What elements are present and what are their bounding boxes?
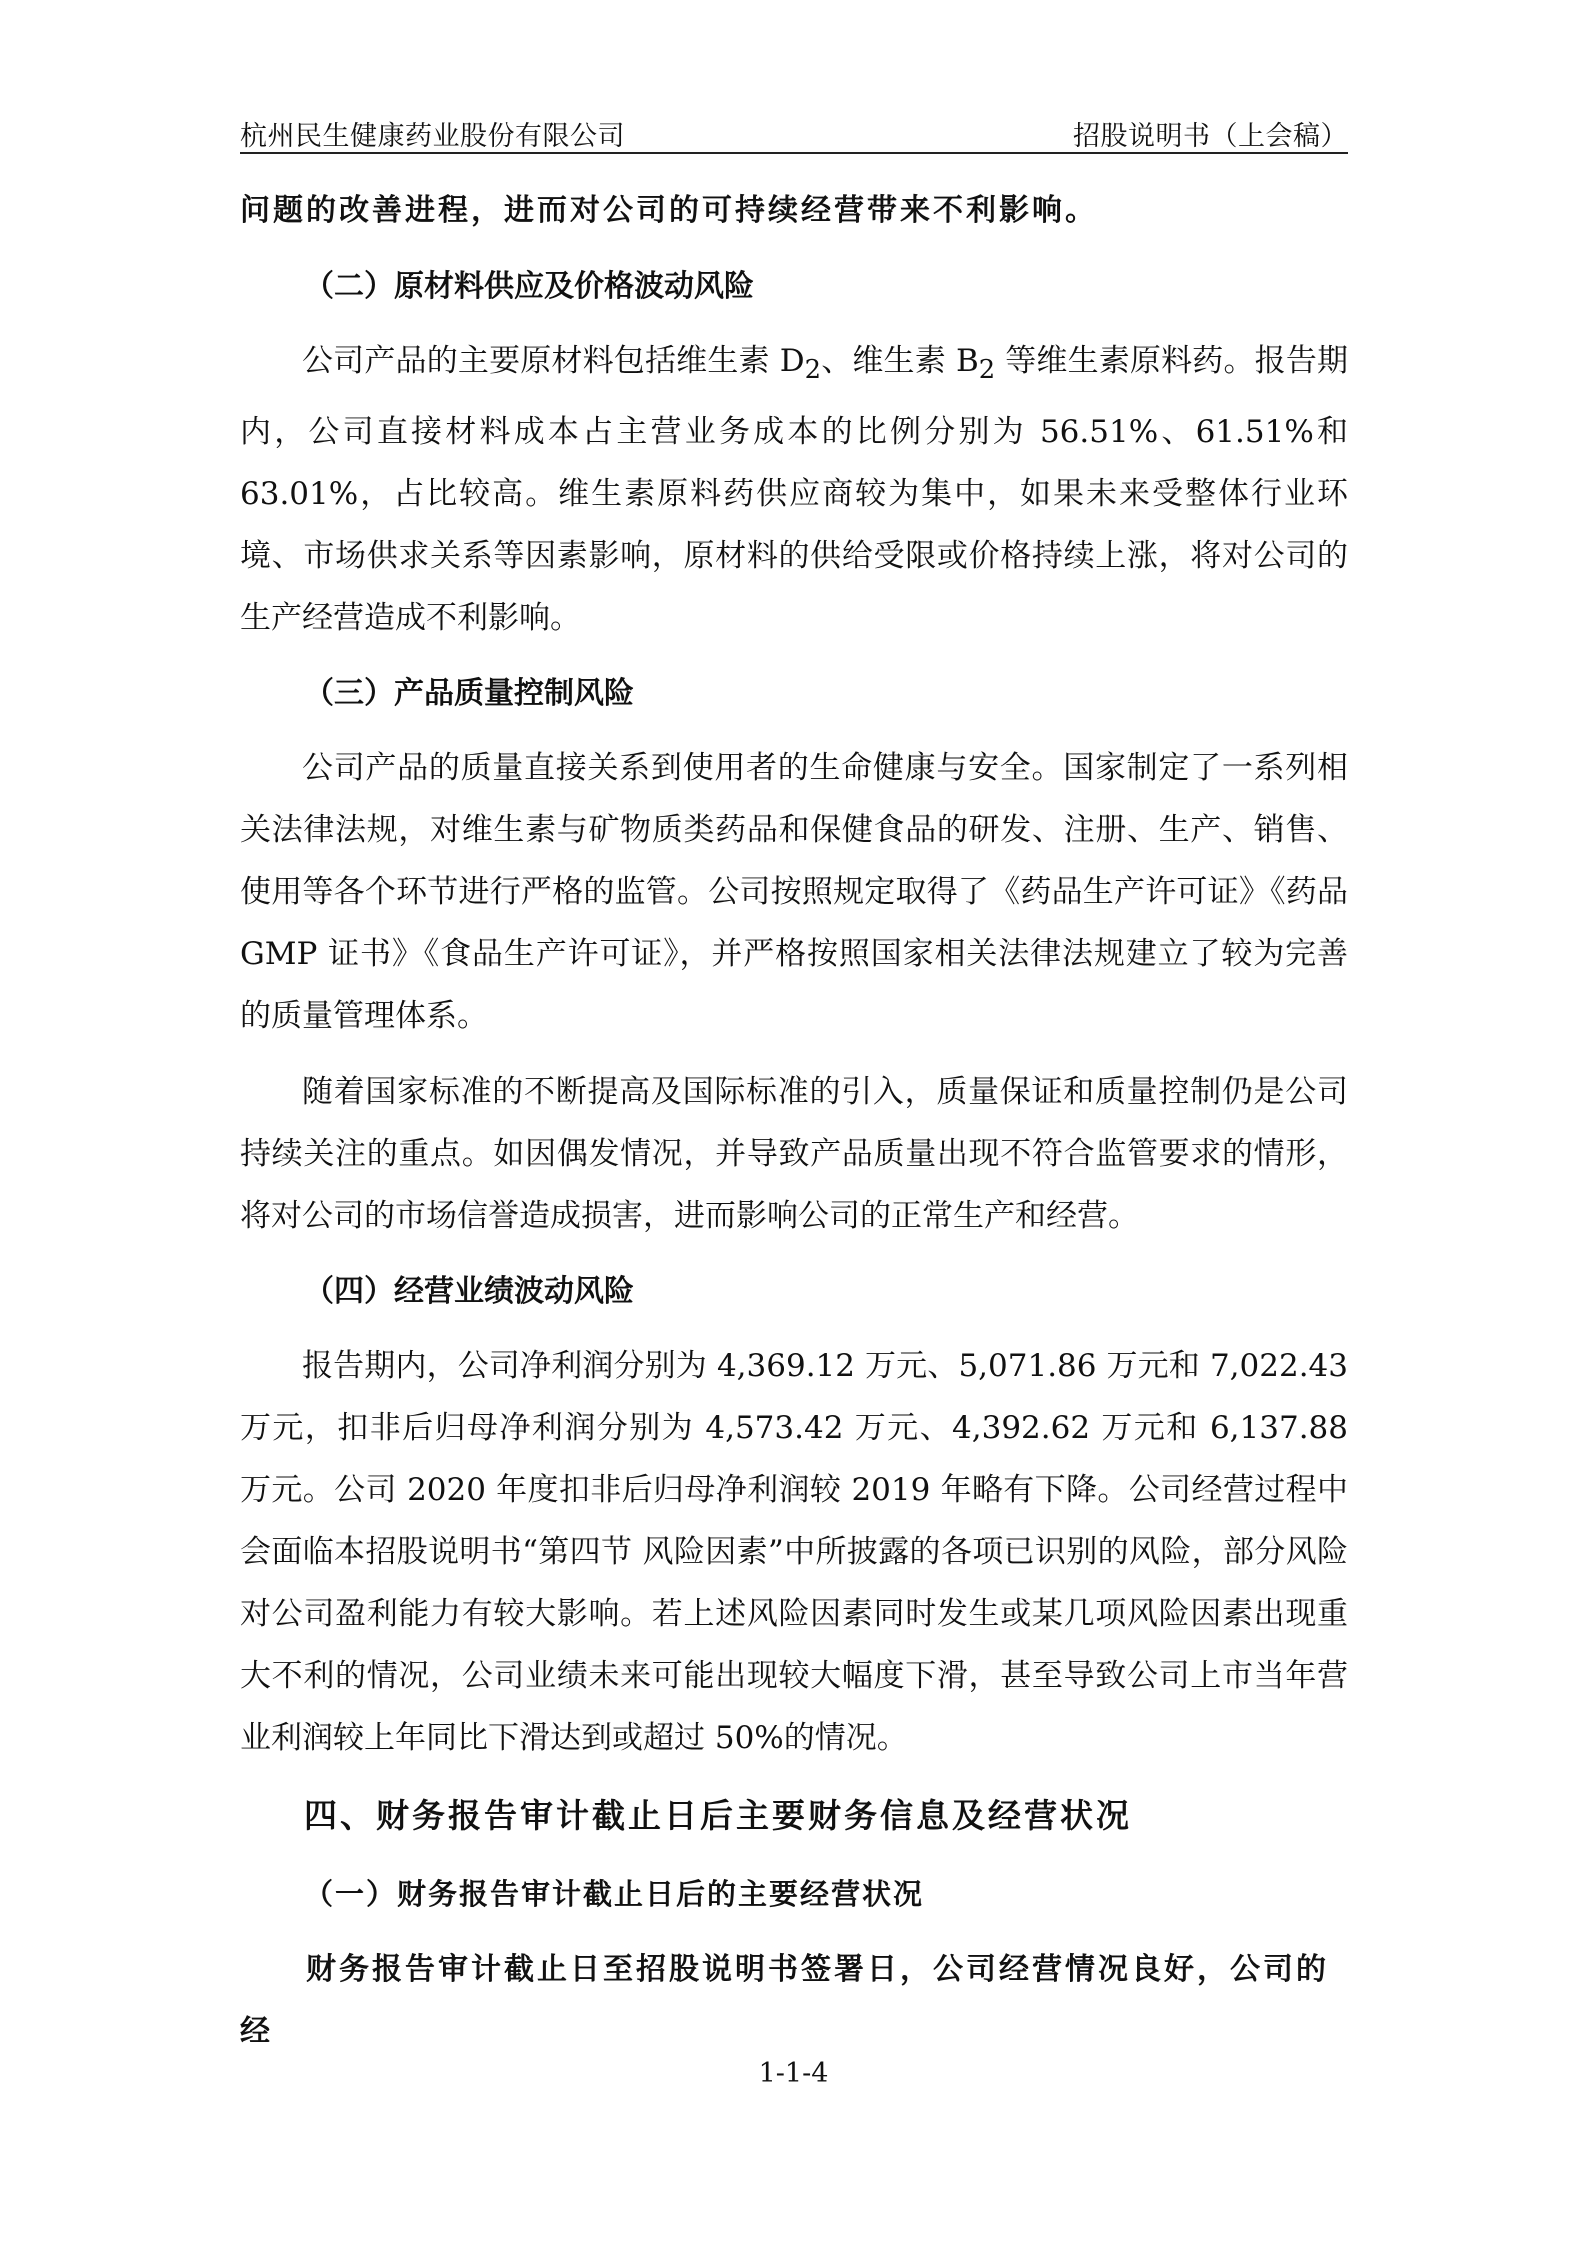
section-heading-performance: （四）经营业绩波动风险 (304, 1274, 634, 1310)
quality-control-paragraph-2: 随着国家标准的不断提高及国际标准的引入，质量保证和质量控制仍是公司持续关注的重点。如因偶发情况，并导致产品质量出现不符合监管要求的情形，将对公司的市场信誉造成损害，进而影响公司的正常生产和经营。 (240, 1074, 1348, 1235)
page-header (240, 108, 1348, 154)
subscript-d2: 2 (804, 355, 822, 386)
header-company-name: 杭州民生健康药业股份有限公司 (240, 121, 625, 152)
raw-materials-text-c: 等维生素原料药。报告期内，公司直接材料成本占主营业务成本的比例分别为 56.51%、61.51%和 63.01%，占比较高。维生素原料药供应商较为集中，如果未来受整体行业环境、市场供求关系等因素影响，原材料的供给受限或价格持续上涨，将对公司的生产经营造成不利影响。 (240, 343, 1348, 637)
subscript-b2: 2 (978, 355, 996, 386)
quality-control-paragraph-1: 公司产品的质量直接关系到使用者的生命健康与安全。国家制定了一系列相关法律法规，对维生素与矿物质类药品和保健食品的研发、注册、生产、销售、使用等各个环节进行严格的监管。公司按照规定取得了《药品生产许可证》《药品 GMP 证书》《食品生产许可证》，并严格按照国家相关法律法规建立了较为完善的质量管理体系。 (240, 750, 1348, 1035)
section-heading-quality-control: （三）产品质量控制风险 (304, 676, 634, 712)
raw-materials-paragraph (240, 330, 1348, 649)
page-number: 1-1-4 (758, 2058, 829, 2089)
subsection-heading-operations: （一）财务报告审计截止日后的主要经营状况 (304, 1877, 925, 1912)
section-heading-raw-materials: （二）原材料供应及价格波动风险 (304, 269, 754, 304)
performance-paragraph: 报告期内，公司净利润分别为 4,369.12 万元、5,071.86 万元和 7,022.43 万元，扣非后归母净利润分别为 4,573.42 万元、4,392.62 万元和 6,137.88 万元。公司 2020 年度扣非后归母净利润较 2019 年略有下降。公司经营过程中会面临本招股说明书“第四节 风险因素”中所披露的各项已识别的风险，部分风险对公司盈利能力有较大影响。若上述风险因素同时发生或某几项风险因素出现重大不利的情况，公司业绩未来可能出现较大幅度下滑，甚至导致公司上市当年营业利润较上年同比下滑达到或超过 50%的情况。 (240, 1348, 1348, 1757)
operations-paragraph: 财务报告审计截止日至招股说明书签署日，公司经营情况良好，公司的经 (240, 1952, 1329, 2050)
raw-materials-text-a: 公司产品的主要原材料包括维生素 D (302, 343, 805, 379)
continuation-paragraph: 问题的改善进程，进而对公司的可持续经营带来不利影响。 (240, 193, 1098, 228)
header-document-type: 招股说明书（上会稿） (1073, 121, 1348, 152)
page-content (240, 180, 1348, 2063)
part-heading-financial-info: 四、财务报告审计截止日后主要财务信息及经营状况 (304, 1796, 1132, 1836)
raw-materials-text-b: 、维生素 B (821, 343, 979, 379)
